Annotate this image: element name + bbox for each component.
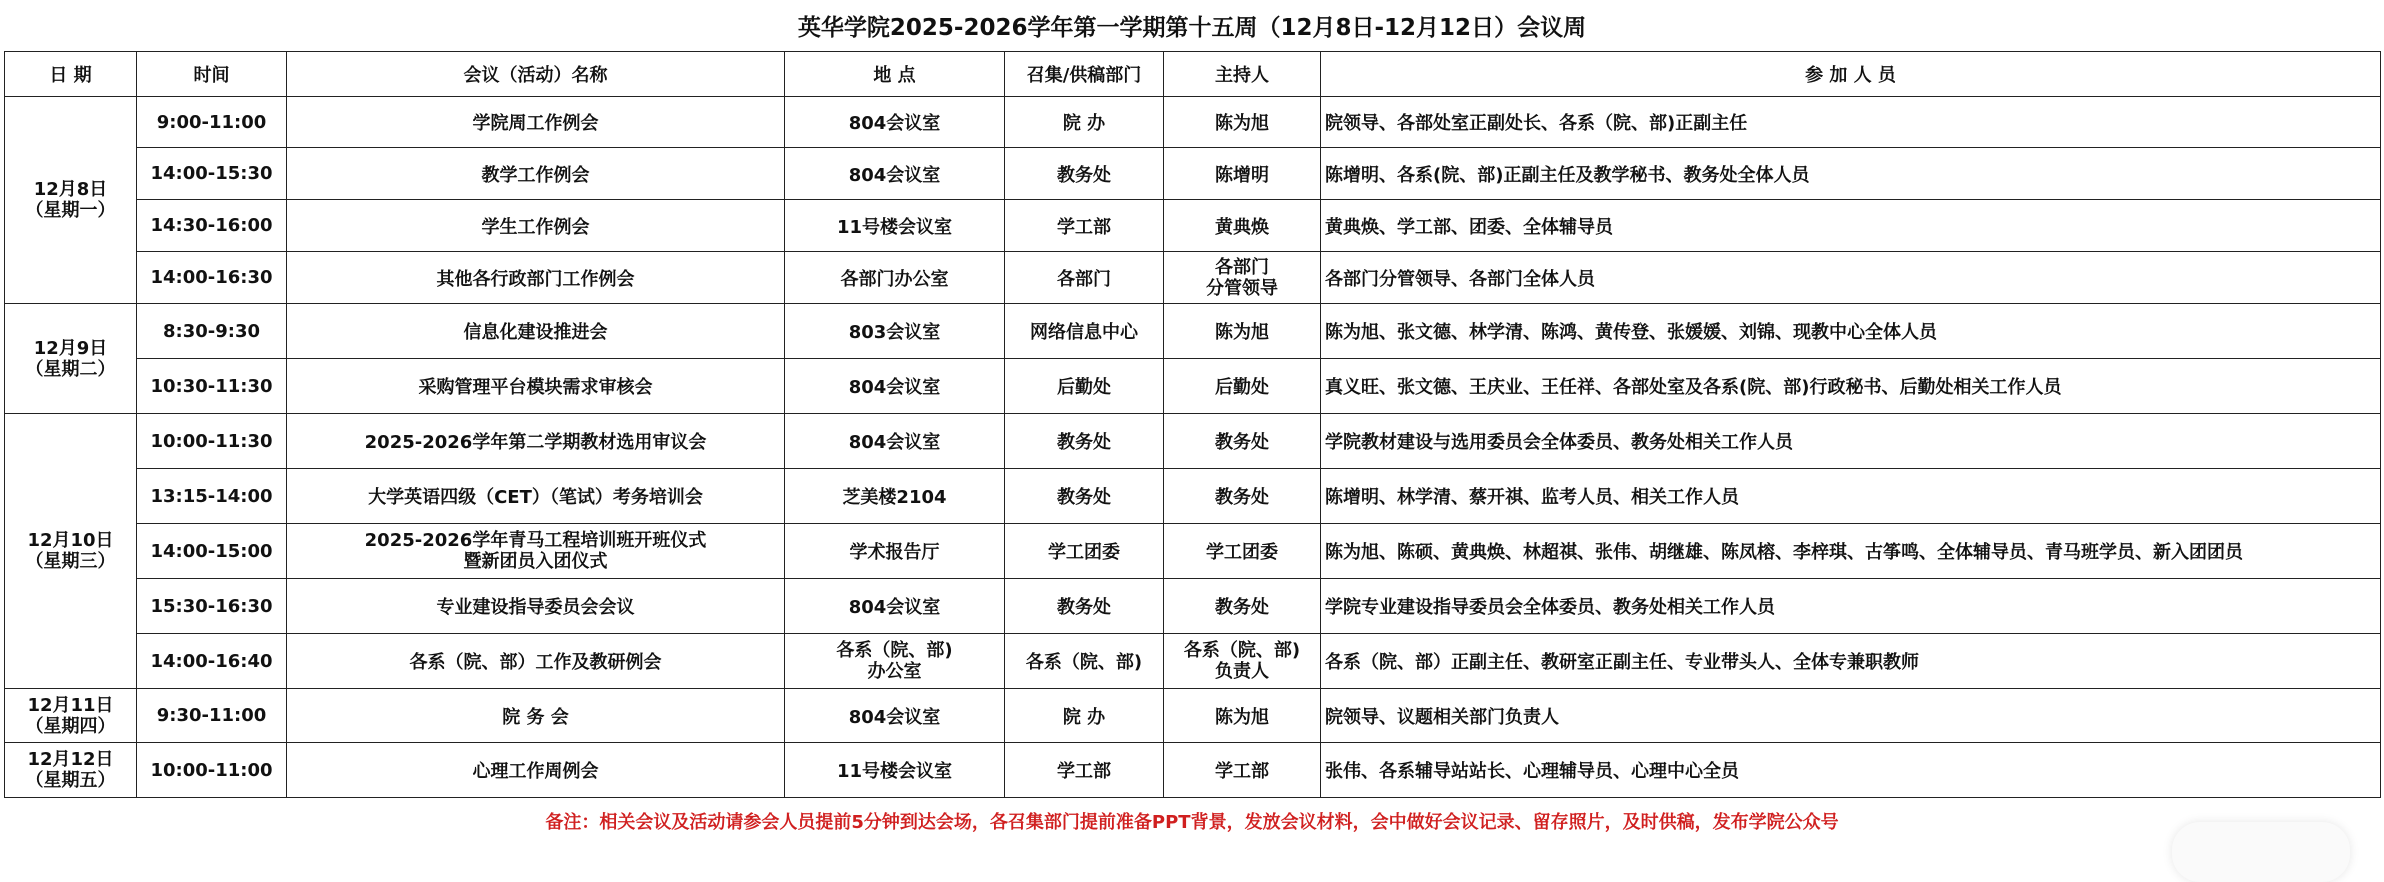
time-cell: 10:00-11:30 <box>137 414 287 469</box>
dept-cell: 教务处 <box>1005 148 1164 200</box>
weekday-label: （星期四） <box>25 715 116 737</box>
host-cell: 陈为旭 <box>1164 97 1321 148</box>
dept-cell: 院 办 <box>1005 97 1164 148</box>
place-cell: 芝美楼2104 <box>785 469 1005 524</box>
header-dept: 召集/供稿部门 <box>1005 52 1164 97</box>
meeting-name-cell <box>287 524 785 579</box>
host-cell: 学工部 <box>1164 743 1321 798</box>
host-cell: 陈为旭 <box>1164 689 1321 743</box>
time-cell: 14:30-16:00 <box>137 200 287 252</box>
time-cell: 14:00-16:30 <box>137 252 287 304</box>
date-label: 12月9日 <box>33 337 108 359</box>
meeting-name-cell: 院 务 会 <box>287 689 785 743</box>
place-line: 各系（院、部) <box>836 640 953 661</box>
meeting-schedule-table <box>4 51 2381 798</box>
date-label: 12月10日 <box>27 530 114 551</box>
time-cell: 14:00-16:40 <box>137 634 287 689</box>
table-row <box>5 689 2381 743</box>
host-cell: 学工团委 <box>1164 524 1321 579</box>
place-cell <box>785 634 1005 689</box>
header-date: 日 期 <box>5 52 137 97</box>
host-line: 各部门 <box>1215 256 1269 278</box>
host-cell: 教务处 <box>1164 414 1321 469</box>
header-time: 时间 <box>137 52 287 97</box>
time-cell: 15:30-16:30 <box>137 579 287 634</box>
table-row <box>5 97 2381 148</box>
attendees-cell: 院领导、各部处室正副处长、各系（院、部)正副主任 <box>1321 97 2381 148</box>
time-cell: 9:00-11:00 <box>137 97 287 148</box>
attendees-cell: 学院教材建设与选用委员会全体委员、教务处相关工作人员 <box>1321 414 2381 469</box>
host-line: 各系（院、部) <box>1183 640 1301 661</box>
table-row <box>5 304 2381 359</box>
table-header-row <box>5 52 2381 97</box>
host-line: 负责人 <box>1215 661 1269 682</box>
place-cell: 11号楼会议室 <box>785 200 1005 252</box>
host-line: 分管领导 <box>1206 277 1278 299</box>
place-cell: 804会议室 <box>785 97 1005 148</box>
floating-widget[interactable] <box>2172 822 2350 882</box>
attendees-cell: 院领导、议题相关部门负责人 <box>1321 689 2381 743</box>
dept-cell: 学工部 <box>1005 200 1164 252</box>
host-cell <box>1164 634 1321 689</box>
meeting-name-cell: 专业建设指导委员会会议 <box>287 579 785 634</box>
table-row <box>5 579 2381 634</box>
date-cell <box>5 414 137 689</box>
date-cell <box>5 689 137 743</box>
host-cell <box>1164 252 1321 304</box>
host-cell: 陈为旭 <box>1164 304 1321 359</box>
time-cell: 9:30-11:00 <box>137 689 287 743</box>
table-row <box>5 200 2381 252</box>
meeting-name-line: 2025-2026学年青马工程培训班开班仪式 <box>364 530 707 551</box>
date-label: 12月12日 <box>27 749 114 770</box>
host-cell: 教务处 <box>1164 579 1321 634</box>
time-cell: 8:30-9:30 <box>137 304 287 359</box>
table-row <box>5 469 2381 524</box>
table-row <box>5 148 2381 200</box>
attendees-cell: 陈增明、各系(院、部)正副主任及教学秘书、教务处全体人员 <box>1321 148 2381 200</box>
weekday-label: （星期五） <box>25 770 116 791</box>
header-meeting-name: 会议（活动）名称 <box>287 52 785 97</box>
time-cell: 14:00-15:00 <box>137 524 287 579</box>
place-cell: 804会议室 <box>785 148 1005 200</box>
attendees-cell: 张伟、各系辅导站站长、心理辅导员、心理中心全员 <box>1321 743 2381 798</box>
meeting-name-cell: 2025-2026学年第二学期教材选用审议会 <box>287 414 785 469</box>
host-cell: 黄典焕 <box>1164 200 1321 252</box>
weekday-label: （星期三） <box>25 551 116 572</box>
place-cell: 11号楼会议室 <box>785 743 1005 798</box>
page-title: 英华学院2025-2026学年第一学期第十五周（12月8日-12月12日）会议周 <box>797 15 1587 41</box>
meeting-name-cell: 教学工作例会 <box>287 148 785 200</box>
attendees-cell: 真义旺、张文德、王庆业、王任祥、各部处室及各系(院、部)行政秘书、后勤处相关工作人员 <box>1321 359 2381 414</box>
dept-cell: 学工部 <box>1005 743 1164 798</box>
table-row <box>5 252 2381 304</box>
place-cell: 各部门办公室 <box>785 252 1005 304</box>
meeting-name-cell: 学生工作例会 <box>287 200 785 252</box>
attendees-cell: 陈为旭、张文德、林学清、陈鸿、黄传登、张媛媛、刘锦、现教中心全体人员 <box>1321 304 2381 359</box>
weekday-label: （星期一） <box>25 200 116 221</box>
time-cell: 10:00-11:00 <box>137 743 287 798</box>
meeting-name-cell: 信息化建设推进会 <box>287 304 785 359</box>
host-cell: 陈增明 <box>1164 148 1321 200</box>
dept-cell: 院 办 <box>1005 689 1164 743</box>
meeting-name-cell: 学院周工作例会 <box>287 97 785 148</box>
meeting-name-line: 暨新团员入团仪式 <box>463 551 608 572</box>
dept-cell: 各系（院、部) <box>1005 634 1164 689</box>
date-label: 12月11日 <box>27 694 114 716</box>
dept-cell: 后勤处 <box>1005 359 1164 414</box>
place-cell: 803会议室 <box>785 304 1005 359</box>
dept-cell: 教务处 <box>1005 469 1164 524</box>
date-cell <box>5 743 137 798</box>
dept-cell: 学工团委 <box>1005 524 1164 579</box>
place-cell: 学术报告厅 <box>785 524 1005 579</box>
header-attendees: 参 加 人 员 <box>1321 52 2381 97</box>
attendees-cell: 陈为旭、陈硕、黄典焕、林超祺、张伟、胡继雄、陈凤榕、李梓琪、古筝鸣、全体辅导员、青马班学员、新入团团员 <box>1321 524 2381 579</box>
header-place: 地 点 <box>785 52 1005 97</box>
place-cell: 804会议室 <box>785 579 1005 634</box>
meeting-name-cell: 其他各行政部门工作例会 <box>287 252 785 304</box>
meeting-name-cell: 各系（院、部）工作及教研例会 <box>287 634 785 689</box>
meeting-name-cell: 采购管理平台模块需求审核会 <box>287 359 785 414</box>
time-cell: 10:30-11:30 <box>137 359 287 414</box>
dept-cell: 网络信息中心 <box>1005 304 1164 359</box>
header-host: 主持人 <box>1164 52 1321 97</box>
date-label: 12月8日 <box>33 179 108 200</box>
place-cell: 804会议室 <box>785 689 1005 743</box>
date-cell <box>5 304 137 414</box>
place-line: 办公室 <box>867 661 922 682</box>
attendees-cell: 黄典焕、学工部、团委、全体辅导员 <box>1321 200 2381 252</box>
table-row <box>5 743 2381 798</box>
attendees-cell: 学院专业建设指导委员会全体委员、教务处相关工作人员 <box>1321 579 2381 634</box>
dept-cell: 各部门 <box>1005 252 1164 304</box>
place-cell: 804会议室 <box>785 359 1005 414</box>
attendees-cell: 各系（院、部）正副主任、教研室正副主任、专业带头人、全体专兼职教师 <box>1321 634 2381 689</box>
table-row <box>5 359 2381 414</box>
attendees-cell: 各部门分管领导、各部门全体人员 <box>1321 252 2381 304</box>
dept-cell: 教务处 <box>1005 414 1164 469</box>
table-row <box>5 524 2381 579</box>
table-row <box>5 634 2381 689</box>
date-cell <box>5 97 137 304</box>
meeting-name-cell: 心理工作周例会 <box>287 743 785 798</box>
time-cell: 13:15-14:00 <box>137 469 287 524</box>
place-cell: 804会议室 <box>785 414 1005 469</box>
host-cell: 后勤处 <box>1164 359 1321 414</box>
attendees-cell: 陈增明、林学清、蔡开祺、监考人员、相关工作人员 <box>1321 469 2381 524</box>
time-cell: 14:00-15:30 <box>137 148 287 200</box>
dept-cell: 教务处 <box>1005 579 1164 634</box>
footer-note: 备注：相关会议及活动请参会人员提前5分钟到达会场，各召集部门提前准备PPT背景，发放会议材料，会中做好会议记录、留存照片，及时供稿，发布学院公众号 <box>545 812 1839 833</box>
table-row <box>5 414 2381 469</box>
weekday-label: （星期二） <box>25 358 116 380</box>
host-cell: 教务处 <box>1164 469 1321 524</box>
meeting-name-cell: 大学英语四级（CET）（笔试）考务培训会 <box>287 469 785 524</box>
